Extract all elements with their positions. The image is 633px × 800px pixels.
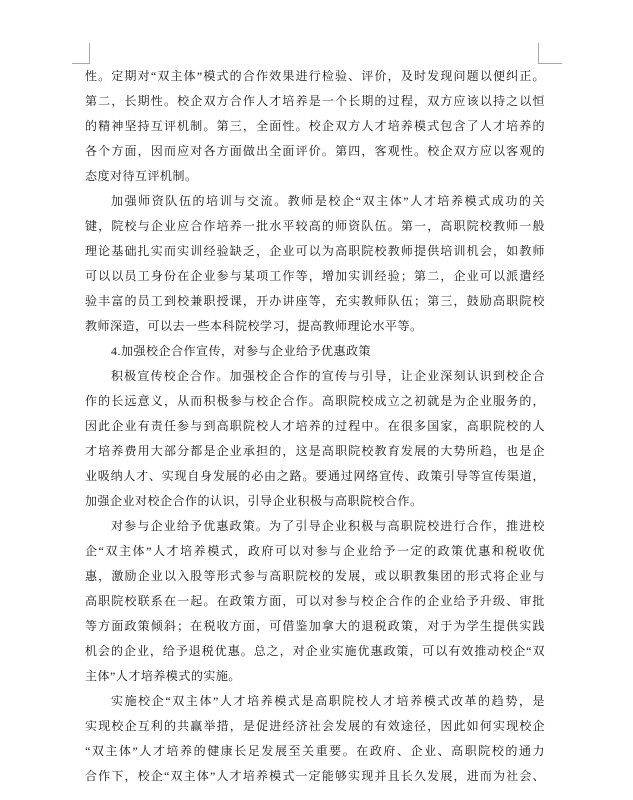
- text-line: 惠，激励企业以入股等形式参与高职院校的发展，或以职教集团的形式将企业与: [85, 569, 545, 583]
- text-line: 才培养费用大部分都是企业承担的，这是高职院校教育发展的大势所趋，也是企: [85, 444, 545, 458]
- text-line: 可以以员工身份在企业参与某项工作等，增加实训经验；第二，企业可以派遣经: [85, 269, 545, 283]
- text-line: 的精神坚持互评机制。第三，全面性。校企双方人才培养模式包含了人才培养的: [85, 119, 545, 133]
- text-line: 等方面政策倾斜；在税收方面，可借鉴加拿大的退税政策，对于为学生提供实践: [85, 619, 545, 633]
- paragraph: [85, 64, 545, 189]
- text-line: 第二，长期性。校企双方合作人才培养是一个长期的过程，双方应该以持之以恒: [85, 94, 545, 108]
- text-line: 实现校企互利的共赢举措，是促进经济社会发展的有效途径，因此如何实现校企: [85, 719, 545, 733]
- text-line: 实施校企“双主体”人才培养模式是高职院校人才培养模式改革的趋势，是: [111, 694, 545, 708]
- text-line: “双主体”人才培养的健康长足发展至关重要。在政府、企业、高职院校的通力: [85, 744, 545, 758]
- paragraph: [85, 689, 545, 789]
- text-line: 积极宣传校企合作。加强校企合作的宣传与引导，让企业深刻认识到校企合: [111, 369, 545, 383]
- text-line: 各个方面，因而应对各方面做出全面评价。第四，客观性。校企双方应以客观的: [85, 144, 545, 158]
- text-line: 4.加强校企合作宣传，对参与企业给予优惠政策: [111, 344, 372, 358]
- text-line: 业吸纳人才、实现自身发展的必由之路。要通过网络宣传、政策引导等宣传渠道，: [85, 469, 545, 483]
- text-boundary-mark-top-right: [538, 43, 562, 64]
- text-line: 机会的企业，给予退税优惠。总之，对企业实施优惠政策，可以有效推动校企“双: [85, 644, 545, 658]
- text-line: 企“双主体”人才培养模式，政府可以对参与企业给予一定的政策优惠和税收优: [85, 544, 545, 558]
- text-line: 主体”人才培养模式的实施。: [85, 669, 241, 683]
- text-line: 验丰富的员工到校兼职授课，开办讲座等，充实教师队伍；第三，鼓励高职院校: [85, 294, 545, 308]
- text-line: 合作下，校企“双主体”人才培养模式一定能够实现并且长久发展，进而为社会、: [85, 769, 545, 783]
- text-line: 因此企业有责任参与到高职院校人才培养的过程中。在很多国家，高职院校的人: [85, 419, 545, 433]
- paragraph: [85, 364, 545, 514]
- text-line: 加强师资队伍的培训与交流。教师是校企“双主体”人才培养模式成功的关: [111, 194, 545, 208]
- paragraph: [85, 514, 545, 689]
- text-line: 作的长远意义，从而积极参与校企合作。高职院校成立之初就是为企业服务的，: [85, 394, 545, 408]
- text-line: 高职院校联系在一起。在政策方面，可以对参与校企合作的企业给予升级、审批: [85, 594, 545, 608]
- text-line: 态度对待互评机制。: [85, 169, 198, 183]
- section-heading: [85, 339, 545, 364]
- text-line: 理论基础扎实而实训经验缺乏，企业可以为高职院校教师提供培训机会，如教师: [85, 244, 545, 258]
- text-line: 键，院校与企业应合作培养一批水平较高的师资队伍。第一，高职院校教师一般: [85, 219, 545, 233]
- paragraph: [85, 189, 545, 339]
- text-line: 性。定期对“双主体”模式的合作效果进行检验、评价，及时发现问题以便纠正。: [85, 69, 545, 83]
- text-line: 加强企业对校企合作的认识，引导企业积极与高职院校合作。: [85, 494, 423, 508]
- text-line: 对参与企业给予优惠政策。为了引导企业积极与高职院校进行合作，推进校: [111, 519, 545, 533]
- text-line: 教师深造，可以去一些本科院校学习，提高教师理论水平等。: [85, 319, 423, 333]
- text-boundary-mark-top-left: [72, 43, 90, 64]
- document-text-block: [85, 64, 545, 789]
